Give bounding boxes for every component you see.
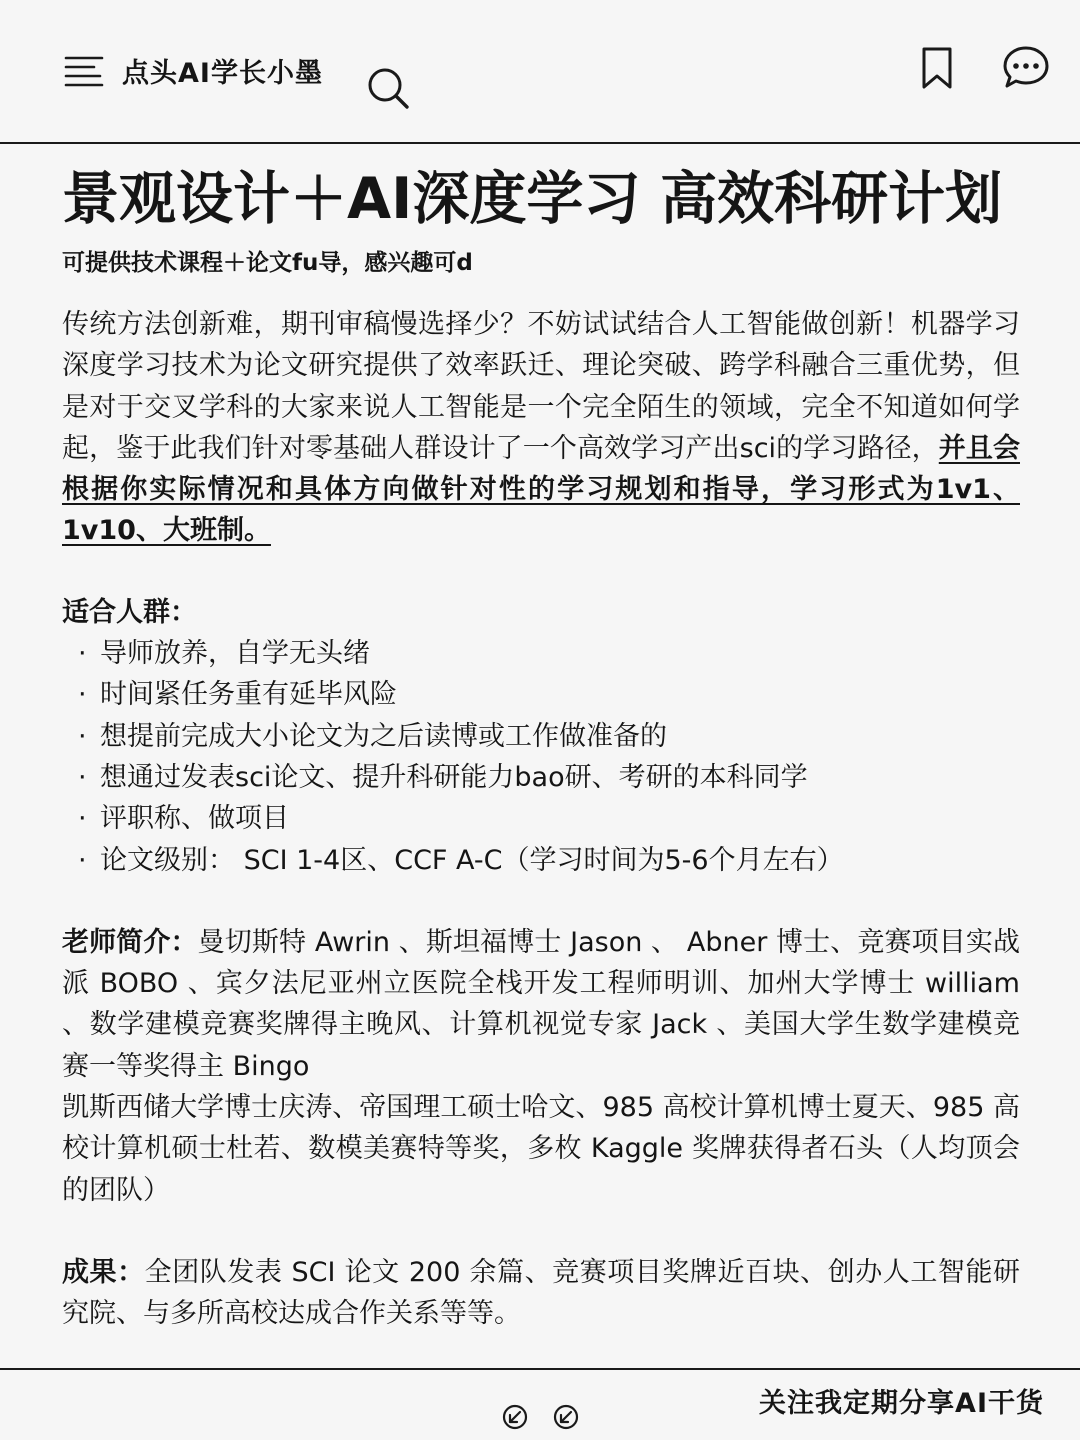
list-item [62, 798, 1020, 839]
list-item-text: 论文级别： SCI 1-4区、CCF A-C（学习时间为5-6个月左右） [100, 844, 844, 876]
teachers-text: 曼切斯特 Awrin 、斯坦福博士 Jason 、 Abner 博士、竞赛项目实战派 BOBO 、宾夕法尼亚州立医院全栈开发工程师明训、加州大学博士 william 、数学建模竞赛奖牌得主晚风、计算机视觉专家 Jack 、美国大学生数学建模竞赛一等奖得主 Bingo [62, 926, 1021, 1082]
bottom-bar [0, 1368, 1080, 1440]
list-item-text: 想提前完成大小论文为之后读博或工作做准备的 [100, 720, 667, 752]
teachers-paragraph [62, 922, 1020, 1087]
results-text: 全团队发表 SCI 论文 200 余篇、竞赛项目奖牌近百块、创办人工智能研究院、与多所高校达成合作关系等等。 [62, 1256, 1020, 1330]
article-body [62, 160, 1020, 1335]
account-name[interactable]: 点头AI学长小墨 [122, 58, 323, 89]
prev-page-icon[interactable] [502, 1404, 528, 1430]
comment-icon[interactable] [1002, 44, 1050, 90]
results-section [62, 1252, 1020, 1335]
results-heading: 成果： [62, 1256, 145, 1288]
intro-text: 传统方法创新难，期刊审稿慢选择少？不妨试试结合人工智能做创新！机器学习深度学习技术为论文研究提供了效率跃迁、理论突破、跨学科融合三重优势，但是对于交叉学科的大家来说人工智能是一个完全陌生的领域，完全不知道如何学起，鉴于此我们针对零基础人群设计了一个高效学习产出sci的学习路径， [62, 309, 1020, 464]
bookmark-icon[interactable] [920, 46, 954, 90]
list-item [62, 840, 1020, 881]
bullet: · [78, 638, 87, 670]
list-item [62, 716, 1020, 757]
list-item-text: 时间紧任务重有延毕风险 [100, 679, 397, 711]
bullet: · [78, 803, 87, 835]
list-item-text: 导师放养，自学无头绪 [100, 638, 370, 670]
list-item [62, 757, 1020, 798]
teachers-heading: 老师简介： [62, 926, 198, 958]
bullet: · [78, 761, 87, 793]
intro-emphasis: 并且会根据你实际情况和具体方向做针对性的学习规划和指导，学习形式为1v1、1v10、大班制。 [62, 432, 1020, 547]
bullet: · [78, 679, 87, 711]
teachers-paragraph-2: 凯斯西储大学博士庆涛、帝国理工硕士哈文、985 高校计算机博士夏天、985 高校计算机硕士杜若、数模美赛特等奖，多枚 Kaggle 奖牌获得者石头（人均顶会的团队） [62, 1092, 1020, 1206]
teachers-section [62, 922, 1020, 1211]
menu-icon[interactable] [64, 54, 104, 88]
top-bar [0, 0, 1080, 144]
article-subtitle: 可提供技术课程＋论文fu导，感兴趣可d [62, 250, 473, 276]
intro-paragraph [62, 304, 1020, 552]
list-item [62, 674, 1020, 715]
bullet: · [78, 844, 87, 876]
list-item-text: 想通过发表sci论文、提升科研能力bao研、考研的本科同学 [100, 761, 808, 793]
footer-slogan: 关注我定期分享AI干货 [759, 1388, 1044, 1419]
audience-section [62, 592, 1020, 881]
list-item [62, 633, 1020, 674]
audience-heading: 适合人群： [62, 596, 197, 628]
bullet: · [78, 720, 87, 752]
search-icon[interactable] [366, 66, 410, 110]
next-page-icon[interactable] [553, 1404, 579, 1430]
article-title: 景观设计＋AI深度学习 高效科研计划 [62, 166, 1003, 232]
audience-list [62, 633, 1020, 881]
list-item-text: 评职称、做项目 [100, 803, 289, 835]
